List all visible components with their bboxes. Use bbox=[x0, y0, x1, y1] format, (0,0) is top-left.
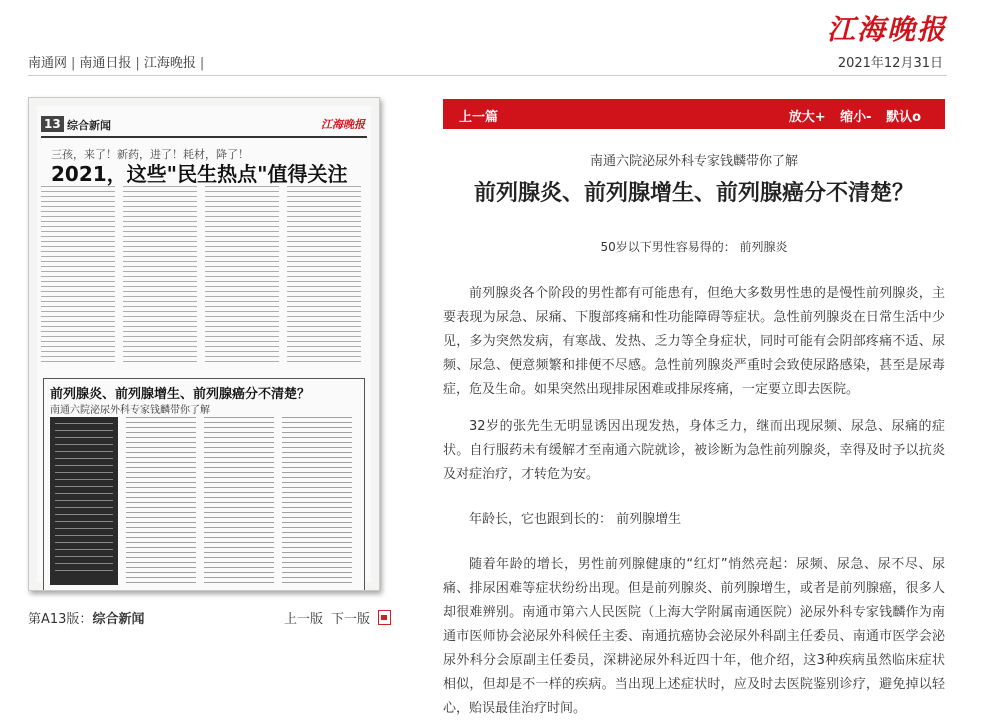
text-column bbox=[126, 417, 196, 585]
article-paragraph: 32岁的张先生无明显诱因出现发热，身体乏力，继而出现尿频、尿急、尿痛的症状。自行服药未有缓解才至南通六院就诊，被诊断为急性前列腺炎，幸得及时予以抗炎及对症治疗，才转危为安。 bbox=[443, 419, 945, 482]
text-column bbox=[204, 417, 274, 585]
page-text-columns bbox=[41, 186, 367, 366]
font-size-tools bbox=[779, 106, 921, 125]
article-toolbar bbox=[443, 99, 945, 129]
page-article-box[interactable] bbox=[43, 378, 365, 591]
text-column bbox=[282, 417, 352, 585]
page-caption bbox=[28, 608, 144, 627]
nav-link-jianghai-evening[interactable]: 江海晚报 bbox=[143, 56, 196, 71]
text-column bbox=[205, 186, 279, 366]
text-column bbox=[41, 186, 115, 366]
page-number: 13 bbox=[41, 116, 64, 132]
default-font-button[interactable]: 默认o bbox=[886, 110, 921, 125]
header-divider bbox=[28, 75, 947, 76]
shrink-font-button[interactable]: 缩小- bbox=[840, 110, 872, 125]
article-section-heading: 年龄长，它也跟到长的： 前列腺增生 bbox=[469, 512, 682, 527]
text-column bbox=[123, 186, 197, 366]
article-subtitle: 南通六院泌尿外科专家钱麟带你了解 bbox=[589, 154, 798, 169]
brand-logo: 江海晚报 bbox=[826, 13, 947, 46]
page-kicker: 三孩，来了！新药，进了！耗材，降了！ bbox=[51, 148, 249, 161]
nav-link-nantong-daily[interactable]: 南通日报 bbox=[79, 56, 132, 71]
nav-link-nantong-net[interactable]: 南通网 bbox=[28, 56, 68, 71]
page-logo: 江海晚报 bbox=[321, 118, 365, 131]
top-nav bbox=[28, 52, 208, 71]
newspaper-page-image[interactable] bbox=[28, 97, 380, 591]
page-header bbox=[41, 114, 367, 138]
article-paragraph: 随着年龄的增长，男性前列腺健康的“红灯”悄然亮起：尿频、尿急、尿不尽、尿痛、排尿困难等症状纷纷出现。但是前列腺炎、前列腺增生，或者是前列腺癌，很多人却很难辨别。南通市第六人民医院（上海大学附属南通医院）泌尿外科专家钱麟作为南通市医师协会泌尿外科候任主委、南通抗癌协会泌尿外科副主任委员、南通市医学会泌尿外科分会原副主任委员，深耕泌尿外科近四十年，他介绍，这3种疾病虽然临床症状相似，但却是不一样的疾病。当出现上述症状时，应及时去医院鉴别诊疗，避免掉以轻心，贻误最佳治疗时间。 bbox=[443, 557, 945, 716]
page-headline: 2021，这些"民生热点"值得关注 bbox=[51, 162, 348, 186]
enlarge-font-button[interactable]: 放大+ bbox=[788, 110, 826, 125]
page-article-subtitle: 南通六院泌尿外科专家钱麟带你了解 bbox=[50, 405, 210, 416]
article-note: 50岁以下男性容易得的： 前列腺炎 bbox=[600, 240, 788, 254]
black-text-column bbox=[50, 417, 118, 585]
nav-separator: | bbox=[71, 56, 76, 71]
prev-page-link[interactable]: 上一版 bbox=[284, 612, 324, 627]
text-column bbox=[287, 186, 361, 366]
prev-article-link[interactable]: 上一篇 bbox=[459, 110, 499, 125]
caption-label: 第A13版： bbox=[28, 612, 93, 627]
nav-separator: | bbox=[135, 56, 140, 71]
issue-date: 2021年12月31日 bbox=[837, 56, 943, 71]
page-article-title: 前列腺炎、前列腺增生、前列腺癌分不清楚？ bbox=[50, 387, 311, 402]
pdf-icon[interactable] bbox=[378, 610, 391, 625]
nav-separator: | bbox=[199, 56, 205, 71]
next-page-link[interactable]: 下一版 bbox=[331, 612, 371, 627]
page-pager bbox=[284, 608, 391, 627]
page-sheet bbox=[37, 106, 371, 582]
article-title: 前列腺炎、前列腺增生、前列腺癌分不清楚？ bbox=[473, 181, 914, 206]
page-section: 综合新闻 bbox=[67, 119, 111, 132]
caption-section: 综合新闻 bbox=[92, 612, 145, 627]
article-paragraph: 前列腺炎各个阶段的男性都有可能患有，但绝大多数男性患的是慢性前列腺炎，主要表现为尿急、尿痛、下腹部疼痛和性功能障碍等症状。急性前列腺炎在日常生活中少见，多为突然发病，有寒战、发热、乏力等全身症状，同时可能有会阴部疼痛不适、尿频、尿急、便意频繁和排便不尽感。急性前列腺炎严重时会致使尿路感染，甚至是尿毒症，危及生命。如果突然出现排尿困难或排尿疼痛，一定要立即去医院。 bbox=[443, 286, 945, 397]
